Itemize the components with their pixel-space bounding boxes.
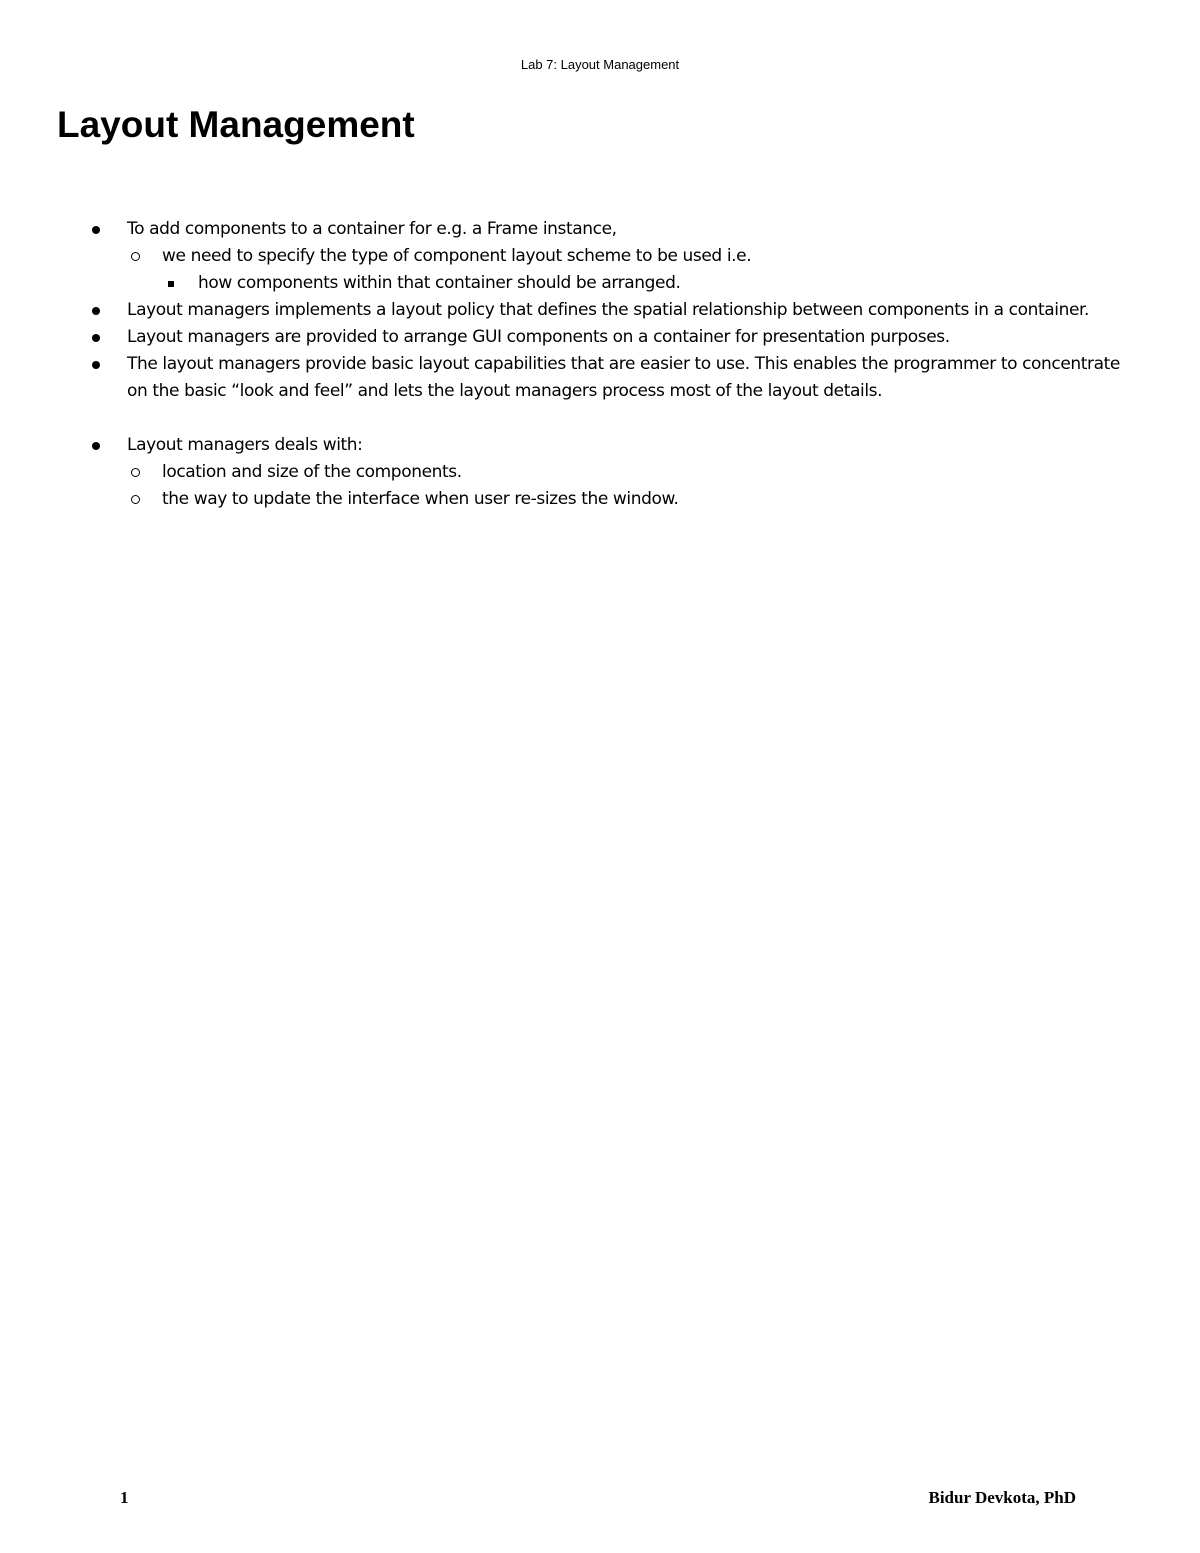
list-item [0,243,1145,270]
list-item-text: The layout managers provide basic layout capabilities that are easier to use. This enables the programmer to concentrate on the basic “look and feel” and lets the layout managers process most of the layout details. [127,354,1120,401]
list-item [0,297,1145,324]
page-number: 1 [120,1488,129,1507]
bullet-dot-icon [88,324,104,351]
bullet-circle-icon [127,243,143,270]
bullet-circle-icon [127,486,143,513]
bullet-circle-icon [127,459,143,486]
bullet-dot-icon [88,216,104,243]
page-header: Lab 7: Layout Management [520,57,680,72]
list-item [0,216,1145,243]
list-item [0,432,1145,459]
bullet-square-icon [163,270,179,297]
page-title: Layout Management [57,104,415,145]
list-item-text: To add components to a container for e.g. a Frame instance, [127,219,617,239]
list-item-text: Layout managers deals with: [127,435,363,455]
bullet-list [0,216,1200,513]
list-item [0,351,1145,405]
bullet-dot-icon [88,297,104,324]
list-item-text: how components within that container should be arranged. [198,273,681,293]
list-item [0,270,1145,297]
list-item-text: we need to specify the type of component layout scheme to be used i.e. [162,246,752,266]
list-item-text: Layout managers are provided to arrange GUI components on a container for presentation purposes. [127,327,950,347]
bullet-dot-icon [88,432,104,459]
list-item [0,324,1145,351]
list-item-text: location and size of the components. [162,462,462,482]
list-item [0,459,1145,486]
footer-author: Bidur Devkota, PhD [928,1488,1076,1507]
list-item [0,486,1145,513]
list-item-text: the way to update the interface when user re-sizes the window. [162,489,679,509]
bullet-dot-icon [88,351,104,378]
list-item-text: Layout managers implements a layout policy that defines the spatial relationship between components in a container. [127,300,1090,320]
